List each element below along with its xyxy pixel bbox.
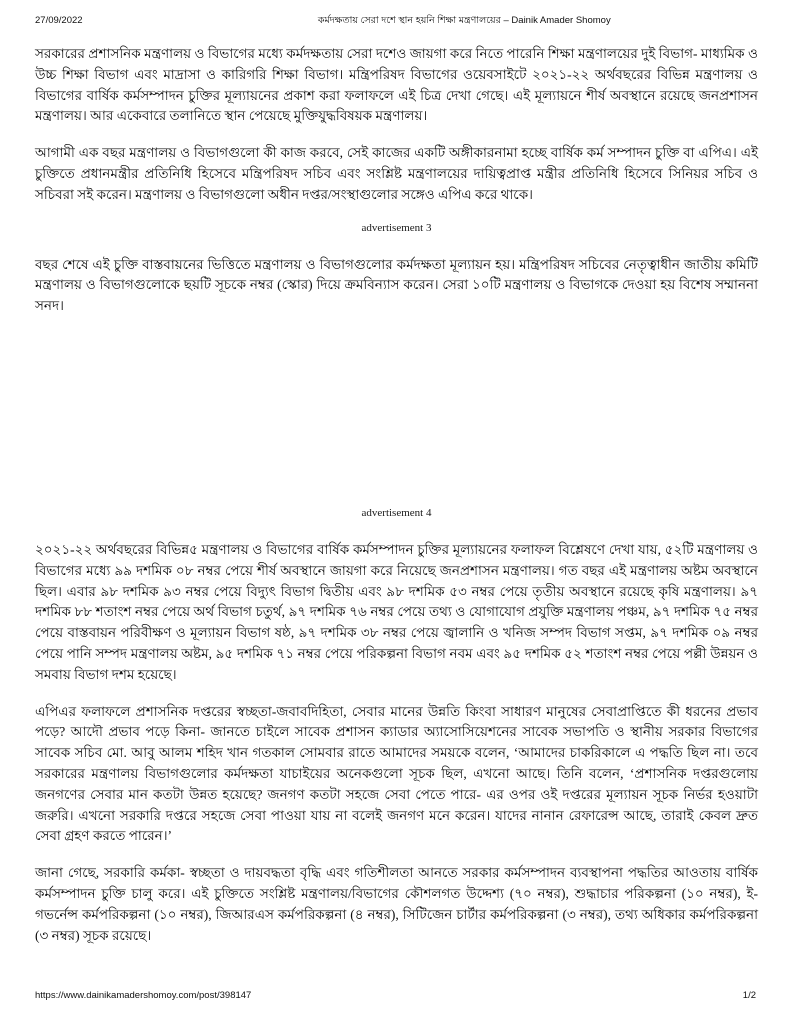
article-content [35,44,758,962]
article-paragraph-6: জানা গেছে, সরকারি কর্মকা- স্বচ্ছতা ও দায়বদ্ধতা বৃদ্ধি এবং গতিশীলতা আনতে সরকার কর্মসম্পাদন ব্যবস্থাপনা পদ্ধতির আওতায় বার্ষিক কর্মসম্পাদন চুক্তি চালু করে। এই চুক্তিতে সংশ্লিষ্ট মন্ত্রণালয়/বিভাগের কৌশলগত উদ্দেশ্য (৭০ নম্বর), শুদ্ধাচার পরিকল্পনা (১০ নম্বর), ই-গভর্নেন্স কর্মপরিকল্পনা (১০ নম্বর), জিআরএস কর্মপরিকল্পনা (৪ নম্বর), সিটিজেন চার্টার কর্মপরিকল্পনা (৩ নম্বর), তথ্য অধিকার কর্মপরিকল্পনা (৩ নম্বর) সূচক রয়েছে। [35,865,758,943]
article-paragraph-2: আগামী এক বছর মন্ত্রণালয় ও বিভাগগুলো কী কাজ করবে, সেই কাজের একটি অঙ্গীকারনামা হচ্ছে বার্ষিক কর্ম সম্পাদন চুক্তি বা এপিএ। এই চুক্তিতে প্রধানমন্ত্রীর প্রতিনিধি হিসেবে মন্ত্রিপরিষদ সচিব এবং সংশ্লিষ্ট মন্ত্রণালয়ের দায়িত্বপ্রাপ্ত মন্ত্রীর প্রতিনিধি হিসেবে সিনিয়র সচিব ও সচিবরা সই করেন। মন্ত্রণালয় ও বিভাগগুলো অধীন দপ্তর/সংস্থাগুলোর সঙ্গেও এপিএ করে থাকে। [35,145,758,202]
article-paragraph-3: বছর শেষে এই চুক্তি বাস্তবায়নের ভিত্তিতে মন্ত্রণালয় ও বিভাগগুলোর কর্মদক্ষতা মূল্যায়ন হয়। মন্ত্রিপরিষদ সচিবের নেতৃত্বাধীন জাতীয় কমিটি মন্ত্রণালয় ও বিভাগগুলোকে ছয়টি সূচকে নম্বর (স্কোর) দিয়ে ক্রমবিন্যাস করেন। সেরা ১০টি মন্ত্রণালয় ও বিভাগকে দেওয়া হয় বিশেষ সম্মাননা সনদ। [35,256,758,314]
article-paragraph-4: ২০২১-২২ অর্থবছরের বিভিন্ন৫ মন্ত্রণালয় ও বিভাগের বার্ষিক কর্মসম্পাদন চুক্তির মূল্যায়নের ফলাফল বিশ্লেষণে দেখা যায়, ৫২টি মন্ত্রণালয় ও বিভাগের মধ্যে ৯৯ দশমিক ০৮ নম্বর পেয়ে শীর্ষ অবস্থানে জায়গা করে নিয়েছে জনপ্রশাসন মন্ত্রণালয়। গত বছর এই মন্ত্রণালয় অষ্টম অবস্থানে ছিল। এবার ৯৮ দশমিক ৯৩ নম্বর পেয়ে বিদ্যুৎ বিভাগ দ্বিতীয় এবং ৯৮ দশমিক ৫৩ নম্বর পেয়ে তৃতীয় অবস্থানে রয়েছে কৃষি মন্ত্রণালয়। ৯৭ দশমিক ৮৮ শতাংশ নম্বর পেয়ে অর্থ বিভাগ চতুর্থ, ৯৭ দশমিক ৭৬ নম্বর পেয়ে তথ্য ও যোগাযোগ প্রযুক্তি মন্ত্রণালয় পঞ্চম, ৯৭ দশমিক ৭৫ নম্বর পেয়ে বাস্তবায়ন পরিবীক্ষণ ও মূল্যায়ন বিভাগ ষষ্ঠ, ৯৭ দশমিক ৩৮ নম্বর পেয়ে জ্বালানি ও খনিজ সম্পদ বিভাগ সপ্তম, ৯৭ দশমিক ০৯ নম্বর পেয়ে পানি সম্পদ মন্ত্রণালয় অষ্টম, ৯৫ দশমিক ৭১ নম্বর পেয়ে পরিকল্পনা বিভাগ নবম এবং ৯৫ দশমিক ৫২ শতাংশ নম্বর পেয়ে পল্লী উন্নয়ন ও সমবায় বিভাগ দশম হয়েছে। [35,541,758,682]
article-paragraph-5: এপিএর ফলাফলে প্রশাসনিক দপ্তরের স্বচ্ছতা-জবাবদিহিতা, সেবার মানের উন্নতি কিংবা সাধারণ মানুষের সেবাপ্রাপ্তিতে কী ধরনের প্রভাব পড়ে? আদৌ প্রভাব পড়ে কিনা- জানতে চাইলে সাবেক প্রশাসন ক্যাডার অ্যাসোসিয়েশনের সাবেক সভাপতি ও স্থানীয় সরকার বিভাগের সাবেক সচিব মো. আবু আলম শহিদ খান গতকাল সোমবার রাতে আমাদের সময়কে বলেন, ‘আমাদের চাকরিকালে এ পদ্ধতি ছিল না। তবে সরকারের মন্ত্রণালয় বিভাগগুলোর কর্মদক্ষতা যাচাইয়ের অনেকগুলো সূচক ছিল, এখনো আছে। তিনি বলেন, ‘প্রশাসনিক দপ্তরগুলোয় জনগণের সেবার মান কতটা উন্নত হয়েছে? জনগণ কতটা সহজে সেবা পেতে পারে- এর ওপর ওই দপ্তরের মূল্যায়ন সূচক নির্ভর হওয়াটা জরুরি। এখনো সরকারি দপ্তরে সহজে সেবা পাওয়া যায় না বলেই জনগণ মনে করেন। যাদের নানান রেফারেন্স আছে, তারাই কেবল দ্রুত সেবা গ্রহণ করতে পারেন।’ [35,703,758,844]
page-indicator: 1/2 [742,990,756,1001]
print-footer [35,990,756,1001]
ad-label-4: advertisement 4 [361,506,432,519]
print-title: কর্মদক্ষতায় সেরা দশে স্থান হয়নি শিক্ষা মন্ত্রণালয়ের – Dainik Amader Shomoy [317,15,611,26]
collapsed-ad-slot [35,333,758,493]
ad-label-3: advertisement 3 [361,221,432,234]
print-header [35,14,756,29]
print-date: 27/09/2022 [35,15,83,26]
article-paragraph-1: সরকারের প্রশাসনিক মন্ত্রণালয় ও বিভাগের মধ্যে কর্মদক্ষতায় সেরা দশেও জায়গা করে নিতে পারেনি শিক্ষা মন্ত্রণালয়ের দুই বিভাগ- মাধ্যমিক ও উচ্চ শিক্ষা বিভাগ এবং মাদ্রাসা ও কারিগরি শিক্ষা বিভাগ। মন্ত্রিপরিষদ বিভাগের ওয়েবসাইটে ২০২১-২২ অর্থবছরের বিভিন্ন মন্ত্রণালয় ও বিভাগের বার্ষিক কর্মসম্পাদন চুক্তির মূল্যায়নের প্রকাশ করা ফলাফলে এই চিত্র দেখা গেছে। এই মূল্যায়নে শীর্ষ অবস্থানে রয়েছে জনপ্রশাসন মন্ত্রণালয়। আর একেবারে তলানিতে স্থান পেয়েছে মুক্তিযুদ্ধবিষয়ক মন্ত্রণালয়। [35,46,758,124]
print-url: https://www.dainikamadershomoy.com/post/398147 [35,990,252,1001]
